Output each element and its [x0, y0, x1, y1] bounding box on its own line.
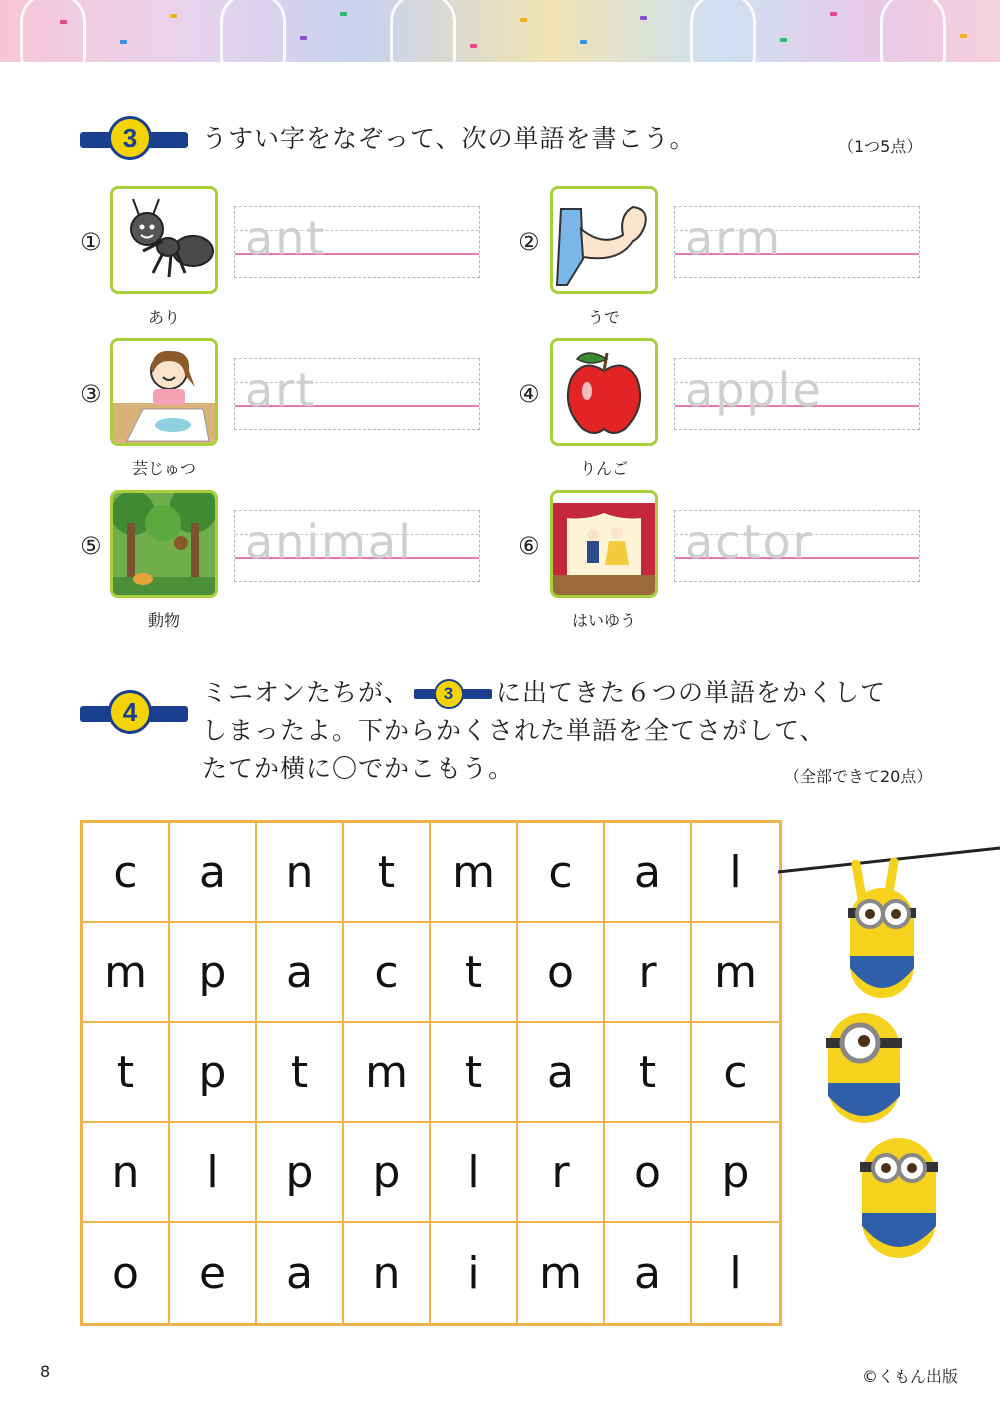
trace-word: animal: [245, 515, 413, 569]
grid-cell[interactable]: t: [431, 923, 518, 1023]
grid-cell[interactable]: l: [692, 823, 779, 923]
stage-actors-icon: [550, 490, 658, 598]
trace-word: ant: [245, 211, 327, 265]
section-number: 4: [108, 690, 152, 734]
hanging-minions-illustration: [778, 838, 1000, 1278]
grid-cell[interactable]: c: [83, 823, 170, 923]
grid-cell[interactable]: p: [344, 1123, 431, 1223]
item-number: ⑤: [80, 532, 102, 560]
tracing-box[interactable]: [674, 358, 920, 430]
section-4-points: （全部できて20点）: [784, 767, 933, 786]
grid-cell[interactable]: m: [431, 823, 518, 923]
minion-outline-icon: [220, 0, 286, 62]
girl-painting-icon: [110, 338, 218, 446]
tracing-box[interactable]: [234, 510, 480, 582]
item-number: ①: [80, 228, 102, 256]
header-banner: [0, 0, 1000, 62]
ant-icon: [110, 186, 218, 294]
grid-cell[interactable]: a: [257, 923, 344, 1023]
picture-label: はいゆう: [571, 611, 636, 630]
tracing-box[interactable]: [234, 206, 480, 278]
grid-cell[interactable]: r: [605, 923, 692, 1023]
item-number: ③: [80, 380, 102, 408]
grid-cell[interactable]: l: [729, 1247, 742, 1299]
picture-label: 芸じゅつ: [131, 459, 196, 478]
item-number: ④: [518, 380, 540, 408]
minion-outline-icon: [20, 0, 86, 62]
grid-cell[interactable]: p: [170, 923, 257, 1023]
tracing-box[interactable]: [674, 206, 920, 278]
picture-label: うで: [587, 308, 620, 327]
grid-cell[interactable]: n: [83, 1123, 170, 1223]
grid-cell[interactable]: o: [83, 1223, 170, 1323]
apple-icon: [550, 338, 658, 446]
trace-word: apple: [685, 363, 823, 417]
minion-outline-icon: [880, 0, 946, 62]
picture-label: りんご: [579, 459, 628, 478]
grid-cell[interactable]: t: [431, 1023, 518, 1123]
copyright: ©くもん出版: [862, 1367, 959, 1386]
trace-word: art: [245, 363, 317, 417]
tracing-box[interactable]: [674, 510, 920, 582]
trace-word: actor: [685, 515, 814, 569]
item-number: ②: [518, 228, 540, 256]
arm-icon: [550, 186, 658, 294]
grid-cell[interactable]: l: [431, 1123, 518, 1223]
grid-cell[interactable]: m: [83, 923, 170, 1023]
grid-cell[interactable]: n: [257, 823, 344, 923]
grid-cell[interactable]: a: [257, 1223, 344, 1323]
grid-cell[interactable]: e: [170, 1223, 257, 1323]
grid-cell[interactable]: p: [692, 1123, 779, 1223]
minion-outline-icon: [390, 0, 456, 62]
grid-cell[interactable]: c: [518, 823, 605, 923]
minion-outline-icon: [690, 0, 756, 62]
grid-cell[interactable]: i: [431, 1223, 518, 1323]
grid-cell[interactable]: m: [344, 1023, 431, 1123]
grid-cell[interactable]: r: [518, 1123, 605, 1223]
page-number: 8: [40, 1362, 51, 1381]
section-3-reference-badge: 3: [414, 679, 492, 709]
section-number: 3: [108, 116, 152, 160]
grid-cell[interactable]: a: [605, 823, 692, 923]
grid-cell[interactable]: m: [692, 923, 779, 1023]
grid-cell[interactable]: n: [344, 1223, 431, 1323]
grid-cell[interactable]: t: [344, 823, 431, 923]
grid-cell[interactable]: t: [83, 1023, 170, 1123]
grid-cell[interactable]: p: [257, 1123, 344, 1223]
grid-cell[interactable]: l: [170, 1123, 257, 1223]
section-3-instruction: うすい字をなぞって、次の単語を書こう。: [202, 124, 696, 153]
grid-cell[interactable]: m: [518, 1223, 605, 1323]
item-number: ⑥: [518, 532, 540, 560]
grid-cell[interactable]: o: [518, 923, 605, 1023]
grid-cell[interactable]: a: [518, 1023, 605, 1123]
grid-cell[interactable]: a: [170, 823, 257, 923]
tracing-box[interactable]: [234, 358, 480, 430]
grid-cell[interactable]: p: [170, 1023, 257, 1123]
grid-cell[interactable]: a: [605, 1223, 692, 1323]
grid-cell[interactable]: o: [605, 1123, 692, 1223]
section-4-instruction: ミニオンたちが、 3 に出てきた６つの単語をかくして しまったよ。下からかくされた単語を全てさがして、 たてか横に〇でかこもう。: [202, 678, 887, 783]
grid-cell[interactable]: c: [692, 1023, 779, 1123]
picture-label: あり: [147, 308, 180, 327]
trace-word: arm: [685, 211, 783, 265]
grid-cell[interactable]: c: [344, 923, 431, 1023]
word-search-grid[interactable]: [80, 820, 782, 1326]
picture-label: 動物: [147, 611, 180, 630]
section-3-points: （1つ5点）: [838, 137, 923, 156]
jungle-animals-icon: [110, 490, 218, 598]
grid-cell[interactable]: t: [257, 1023, 344, 1123]
grid-cell[interactable]: t: [605, 1023, 692, 1123]
